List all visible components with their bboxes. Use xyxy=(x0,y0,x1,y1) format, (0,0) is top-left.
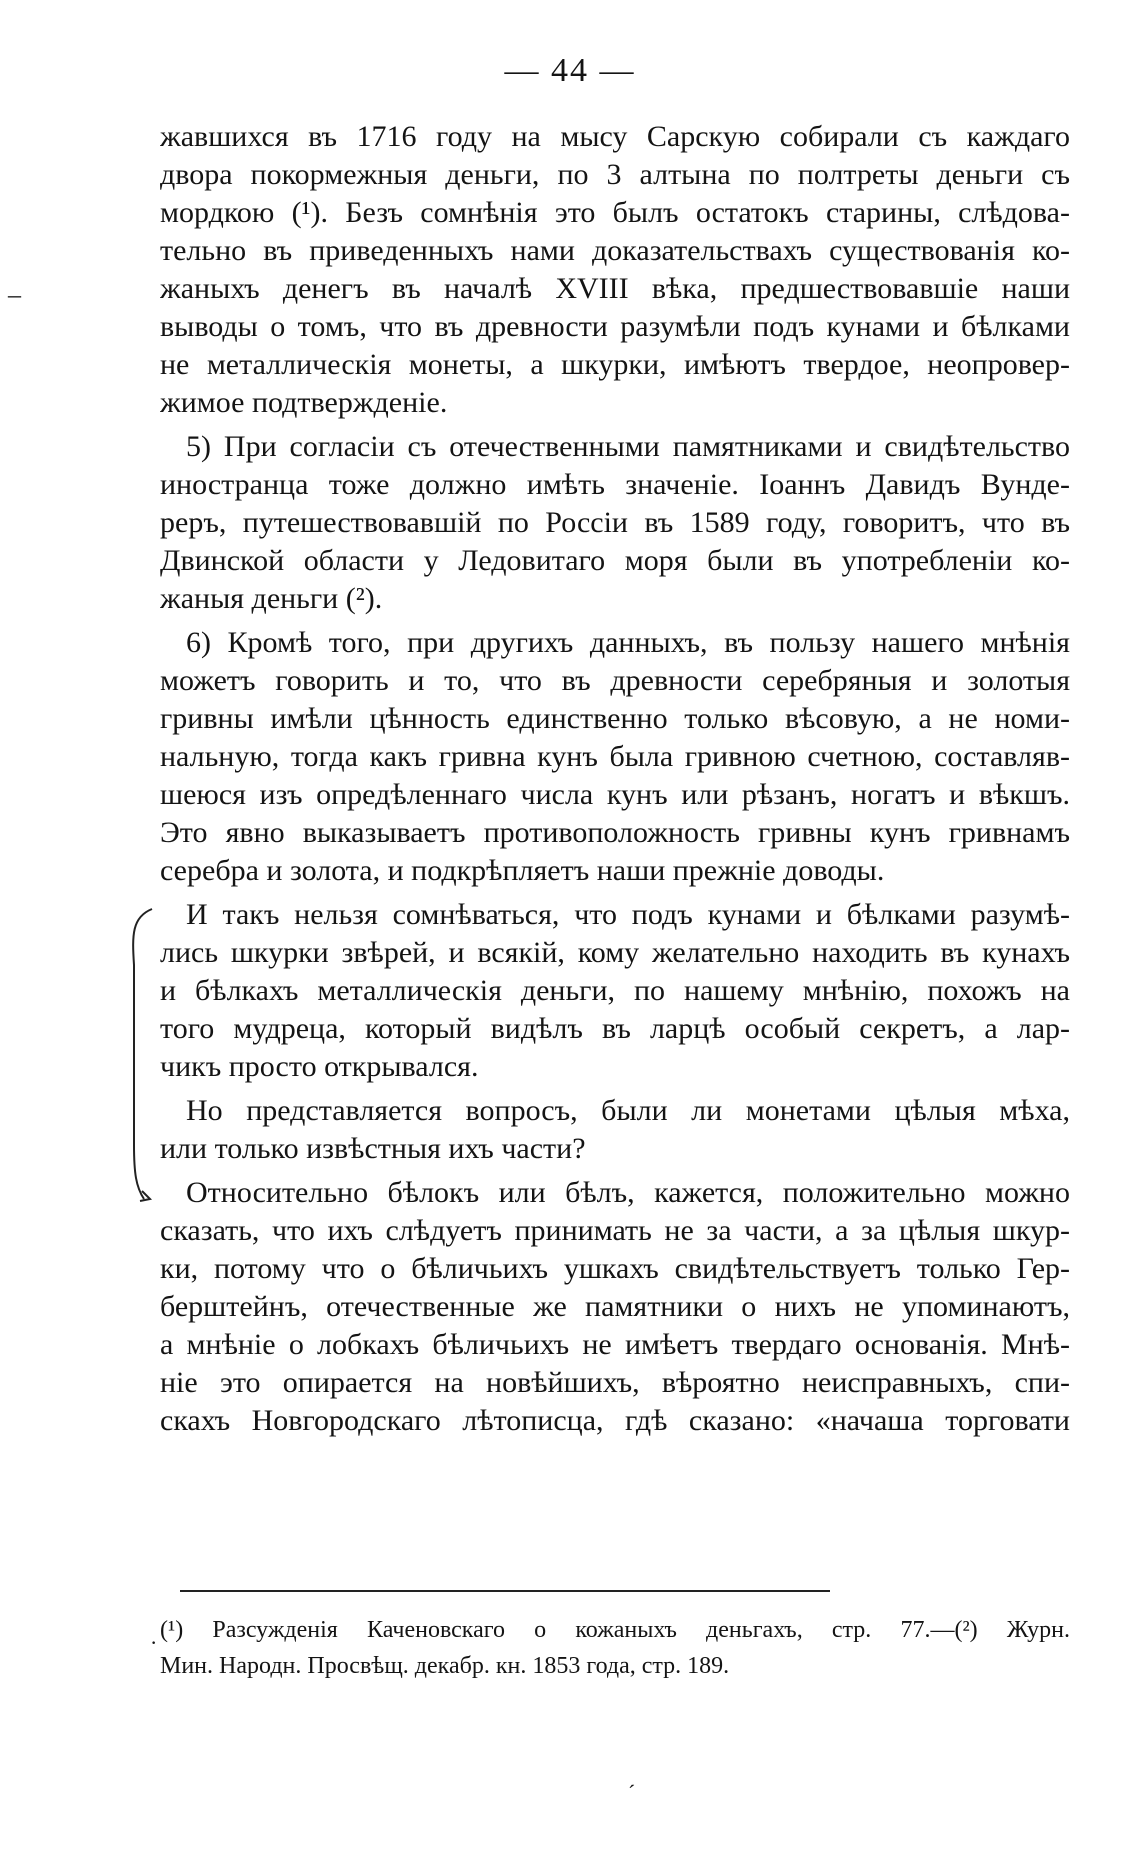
text-line: 5) При согласіи съ отечественными памятниками и свидѣтельство xyxy=(186,430,1070,463)
text-line: лись шкурки звѣрей, и всякій, кому желательно находить въ кунахъ xyxy=(160,936,1070,969)
footnote-line: (¹) Разсужденія Каченовскаго о кожаныхъ деньгахъ, стр. 77.—(²) Журн. xyxy=(160,1617,1070,1643)
text-line: реръ, путешествовавшій по Россіи въ 1589 году, говоритъ, что въ xyxy=(160,506,1070,539)
text-line: тельно въ приведенныхъ нами доказательствахъ существованія ко- xyxy=(160,234,1070,267)
text-line: И такъ нельзя сомнѣваться, что подъ кунами и бѣлками разумѣ- xyxy=(186,898,1070,931)
footnote-rule xyxy=(180,1590,830,1592)
text-line: двора покормежныя деньги, по 3 алтына по полтреты деньги съ xyxy=(160,158,1070,191)
text-line: Это явно выказываетъ противоположность гривны кунъ гривнамъ xyxy=(160,816,1070,849)
text-line: скахъ Новгородскаго лѣтописца, гдѣ сказано: «начаша торговати xyxy=(160,1404,1070,1437)
text-line: ніе это опирается на новѣйшихъ, вѣроятно неисправныхъ, спи- xyxy=(160,1366,1070,1399)
margin-dot-mark: · xyxy=(150,1630,158,1655)
text-line: серебра и золота, и подкрѣпляетъ наши прежніе доводы. xyxy=(160,854,885,887)
text-line: выводы о томъ, что въ древности разумѣли подъ кунами и бѣлками xyxy=(160,310,1070,343)
margin-bracket-mark xyxy=(122,905,162,1205)
text-line: жавшихся въ 1716 году на мысу Сарскую собирали съ каждаго xyxy=(160,120,1070,153)
footnote-line: Мин. Народн. Просвѣщ. декабр. кн. 1853 года, стр. 189. xyxy=(160,1653,730,1679)
text-line: ки, потому что о бѣличьихъ ушкахъ свидѣтельствуетъ только Гер- xyxy=(160,1252,1070,1285)
text-line: того мудреца, который видѣлъ въ ларцѣ особый секретъ, а лар- xyxy=(160,1012,1070,1045)
text-line: шеюся изъ опредѣленнаго числа кунъ или рѣзанъ, ногатъ и вѣкшъ. xyxy=(160,778,1070,811)
text-line: жимое подтвержденіе. xyxy=(160,386,448,419)
text-line: чикъ просто открывался. xyxy=(160,1050,479,1083)
text-line: нальную, тогда какъ гривна кунъ была гривною счетною, составляв- xyxy=(160,740,1070,773)
text-line: а мнѣніе о лобкахъ бѣличьихъ не имѣетъ твердаго основанія. Мнѣ- xyxy=(160,1328,1070,1361)
text-line: иностранца тоже должно имѣть значеніе. Іоаннъ Давидъ Вунде- xyxy=(160,468,1070,501)
body-text xyxy=(160,118,1070,1440)
text-line: не металлическія монеты, а шкурки, имѣютъ твердое, неопровер- xyxy=(160,348,1070,381)
margin-dash-mark: – xyxy=(8,280,21,309)
text-line: мордкою (¹). Безъ сомнѣнія это былъ остатокъ старины, слѣдова- xyxy=(160,196,1070,229)
text-line: 6) Кромѣ того, при другихъ данныхъ, въ пользу нашего мнѣнія xyxy=(186,626,1070,659)
text-line: или только извѣстныя ихъ части? xyxy=(160,1132,586,1165)
footnotes xyxy=(160,1612,1070,1684)
text-line: Двинской области у Ледовитаго моря были въ употребленіи ко- xyxy=(160,544,1070,577)
text-line: жаныя деньги (²). xyxy=(160,582,383,615)
text-line: Относительно бѣлокъ или бѣлъ, кажется, положительно можно xyxy=(186,1176,1070,1209)
text-line: сказать, что ихъ слѣдуетъ принимать не за части, а за цѣлыя шкур- xyxy=(160,1214,1070,1247)
text-line: гривны имѣли цѣнность единственно только вѣсовую, а не номи- xyxy=(160,702,1070,735)
text-line: берштейнъ, отечественные же памятники о нихъ не упоминаютъ, xyxy=(160,1290,1070,1323)
text-line: и бѣлкахъ металлическія деньги, по нашему мнѣнію, похожъ на xyxy=(160,974,1070,1007)
text-line: жаныхъ денегъ въ началѣ XVIII вѣка, предшествовавшіе наши xyxy=(160,272,1070,305)
text-line: Но представляется вопросъ, были ли монетами цѣлыя мѣха, xyxy=(186,1094,1070,1127)
text-line: можетъ говорить и то, что въ древности серебряныя и золотыя xyxy=(160,664,1070,697)
page-number: — 44 — xyxy=(504,52,636,89)
margin-tick-mark: ´ xyxy=(628,1780,636,1805)
